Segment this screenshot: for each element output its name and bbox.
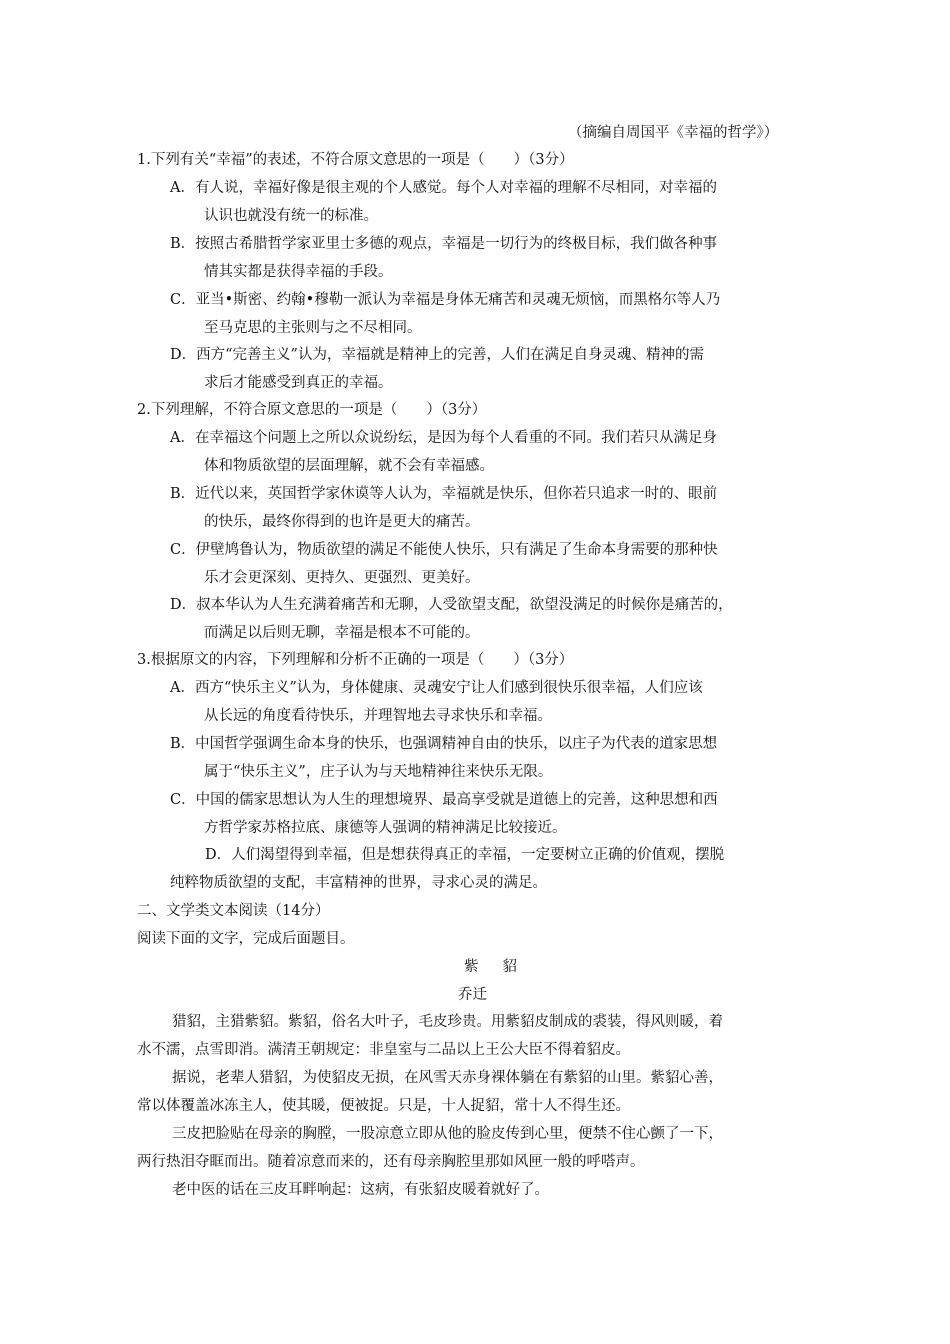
question-3-option-a: A．西方“快乐主义”认为，身体健康、灵魂安宁让人们感到很快乐很幸福，人们应该 [170,680,703,696]
source-note: （摘编自周国平《幸福的哲学》） [568,125,779,141]
story-paragraph-1-cont: 水不濡，点雪即消。满清王朝规定：非皇室与二品以上王公大臣不得着貂皮。 [137,1042,630,1058]
question-3-option-c: C．中国的儒家思想认为人生的理想境界、最高享受就是道德上的完善，这种思想和西 [170,792,718,808]
story-paragraph-1: 猎貂，主猎紫貂。紫貂，俗名大叶子，毛皮珍贵。用紫貂皮制成的裘装，得风则暖，着 [172,1014,723,1030]
question-2-option-d-cont: 而满足以后则无聊，幸福是根本不可能的。 [204,625,480,641]
question-2-option-a: A．在幸福这个问题上之所以众说纷纭，是因为每个人看重的不同。我们若只从满足身 [170,430,717,446]
question-2-stem: 2.下列理解，不符合原文意思的一项是（ ）（3分） [137,402,487,418]
reading-instruction: 阅读下面的文字，完成后面题目。 [137,931,355,947]
question-3-option-c-cont: 方哲学家苏格拉底、康德等人强调的精神满足比较接近。 [204,820,567,836]
question-1-option-d-cont: 求后才能感受到真正的幸福。 [204,375,393,391]
question-3-option-d-cont: 纯粹物质欲望的支配，丰富精神的世界，寻求心灵的满足。 [170,875,547,891]
question-2-option-b: B．近代以来，英国哲学家休谟等人认为，幸福就是快乐，但你若只追求一时的、眼前 [170,486,718,502]
question-1-option-c-cont: 至马克思的主张则与之不尽相同。 [204,320,422,336]
question-2-option-c: C．伊壁鸠鲁认为，物质欲望的满足不能使人快乐，只有满足了生命本身需要的那种快 [170,542,718,558]
story-title: 紫貂 [464,959,541,975]
question-3-stem: 3.根据原文的内容，下列理解和分析不正确的一项是（ ）（3分） [137,652,574,668]
story-paragraph-4: 老中医的话在三皮耳畔响起：这病，有张貂皮暖着就好了。 [172,1182,549,1198]
question-3-option-b-cont: 属于“快乐主义”，庄子认为与天地精神往来快乐无限。 [204,764,553,780]
story-paragraph-3: 三皮把脸贴在母亲的胸膛，一股凉意立即从他的脸皮传到心里，便禁不住心颤了一下， [172,1126,723,1142]
story-paragraph-3-cont: 两行热泪夺眶而出。随着凉意而来的，还有母亲胸腔里那如风匣一般的呼嗒声。 [137,1154,645,1170]
question-2-option-b-cont: 的快乐，最终你得到的也许是更大的痛苦。 [204,514,480,530]
question-1-option-a: A．有人说，幸福好像是很主观的个人感觉。每个人对幸福的理解不尽相同，对幸福的 [170,180,717,196]
question-3-option-b: B．中国哲学强调生命本身的快乐，也强调精神自由的快乐，以庄子为代表的道家思想 [170,736,718,752]
question-1-option-a-cont: 认识也就没有统一的标准。 [204,208,378,224]
question-3-option-d: D．人们渴望得到幸福，但是想获得真正的幸福，一定要树立正确的价值观，摆脱 [205,847,725,863]
question-2-option-a-cont: 体和物质欲望的层面理解，就不会有幸福感。 [204,458,494,474]
question-1-stem: 1.下列有关“幸福”的表述，不符合原文意思的一项是（ ）（3分） [137,152,574,168]
question-1-option-b: B．按照古希腊哲学家亚里士多德的观点，幸福是一切行为的终极目标，我们做各种事 [170,236,718,252]
story-author: 乔迁 [458,987,487,1003]
story-paragraph-2: 据说，老辈人猎貂，为使貂皮无损，在风雪天赤身裸体躺在有紫貂的山里。紫貂心善， [172,1070,723,1086]
question-3-option-a-cont: 从长远的角度看待快乐，并理智地去寻求快乐和幸福。 [204,708,552,724]
question-2-option-d: D．叔本华认为人生充满着痛苦和无聊，人受欲望支配，欲望没满足的时候你是痛苦的， [170,597,733,613]
section-heading: 二、文学类文本阅读（14分） [137,903,330,919]
question-1-option-d: D．西方“完善主义”认为，幸福就是精神上的完善，人们在满足自身灵魂、精神的需 [170,347,704,363]
question-1-option-b-cont: 情其实都是获得幸福的手段。 [204,264,393,280]
question-2-option-c-cont: 乐才会更深刻、更持久、更强烈、更美好。 [204,570,480,586]
question-1-option-c: C．亚当•斯密、约翰•穆勒一派认为幸福是身体无痛苦和灵魂无烦恼，而黑格尔等人乃 [170,292,721,308]
story-paragraph-2-cont: 常以体覆盖冰冻主人，使其暖，便被捉。只是，十人捉貂，常十人不得生还。 [137,1098,630,1114]
